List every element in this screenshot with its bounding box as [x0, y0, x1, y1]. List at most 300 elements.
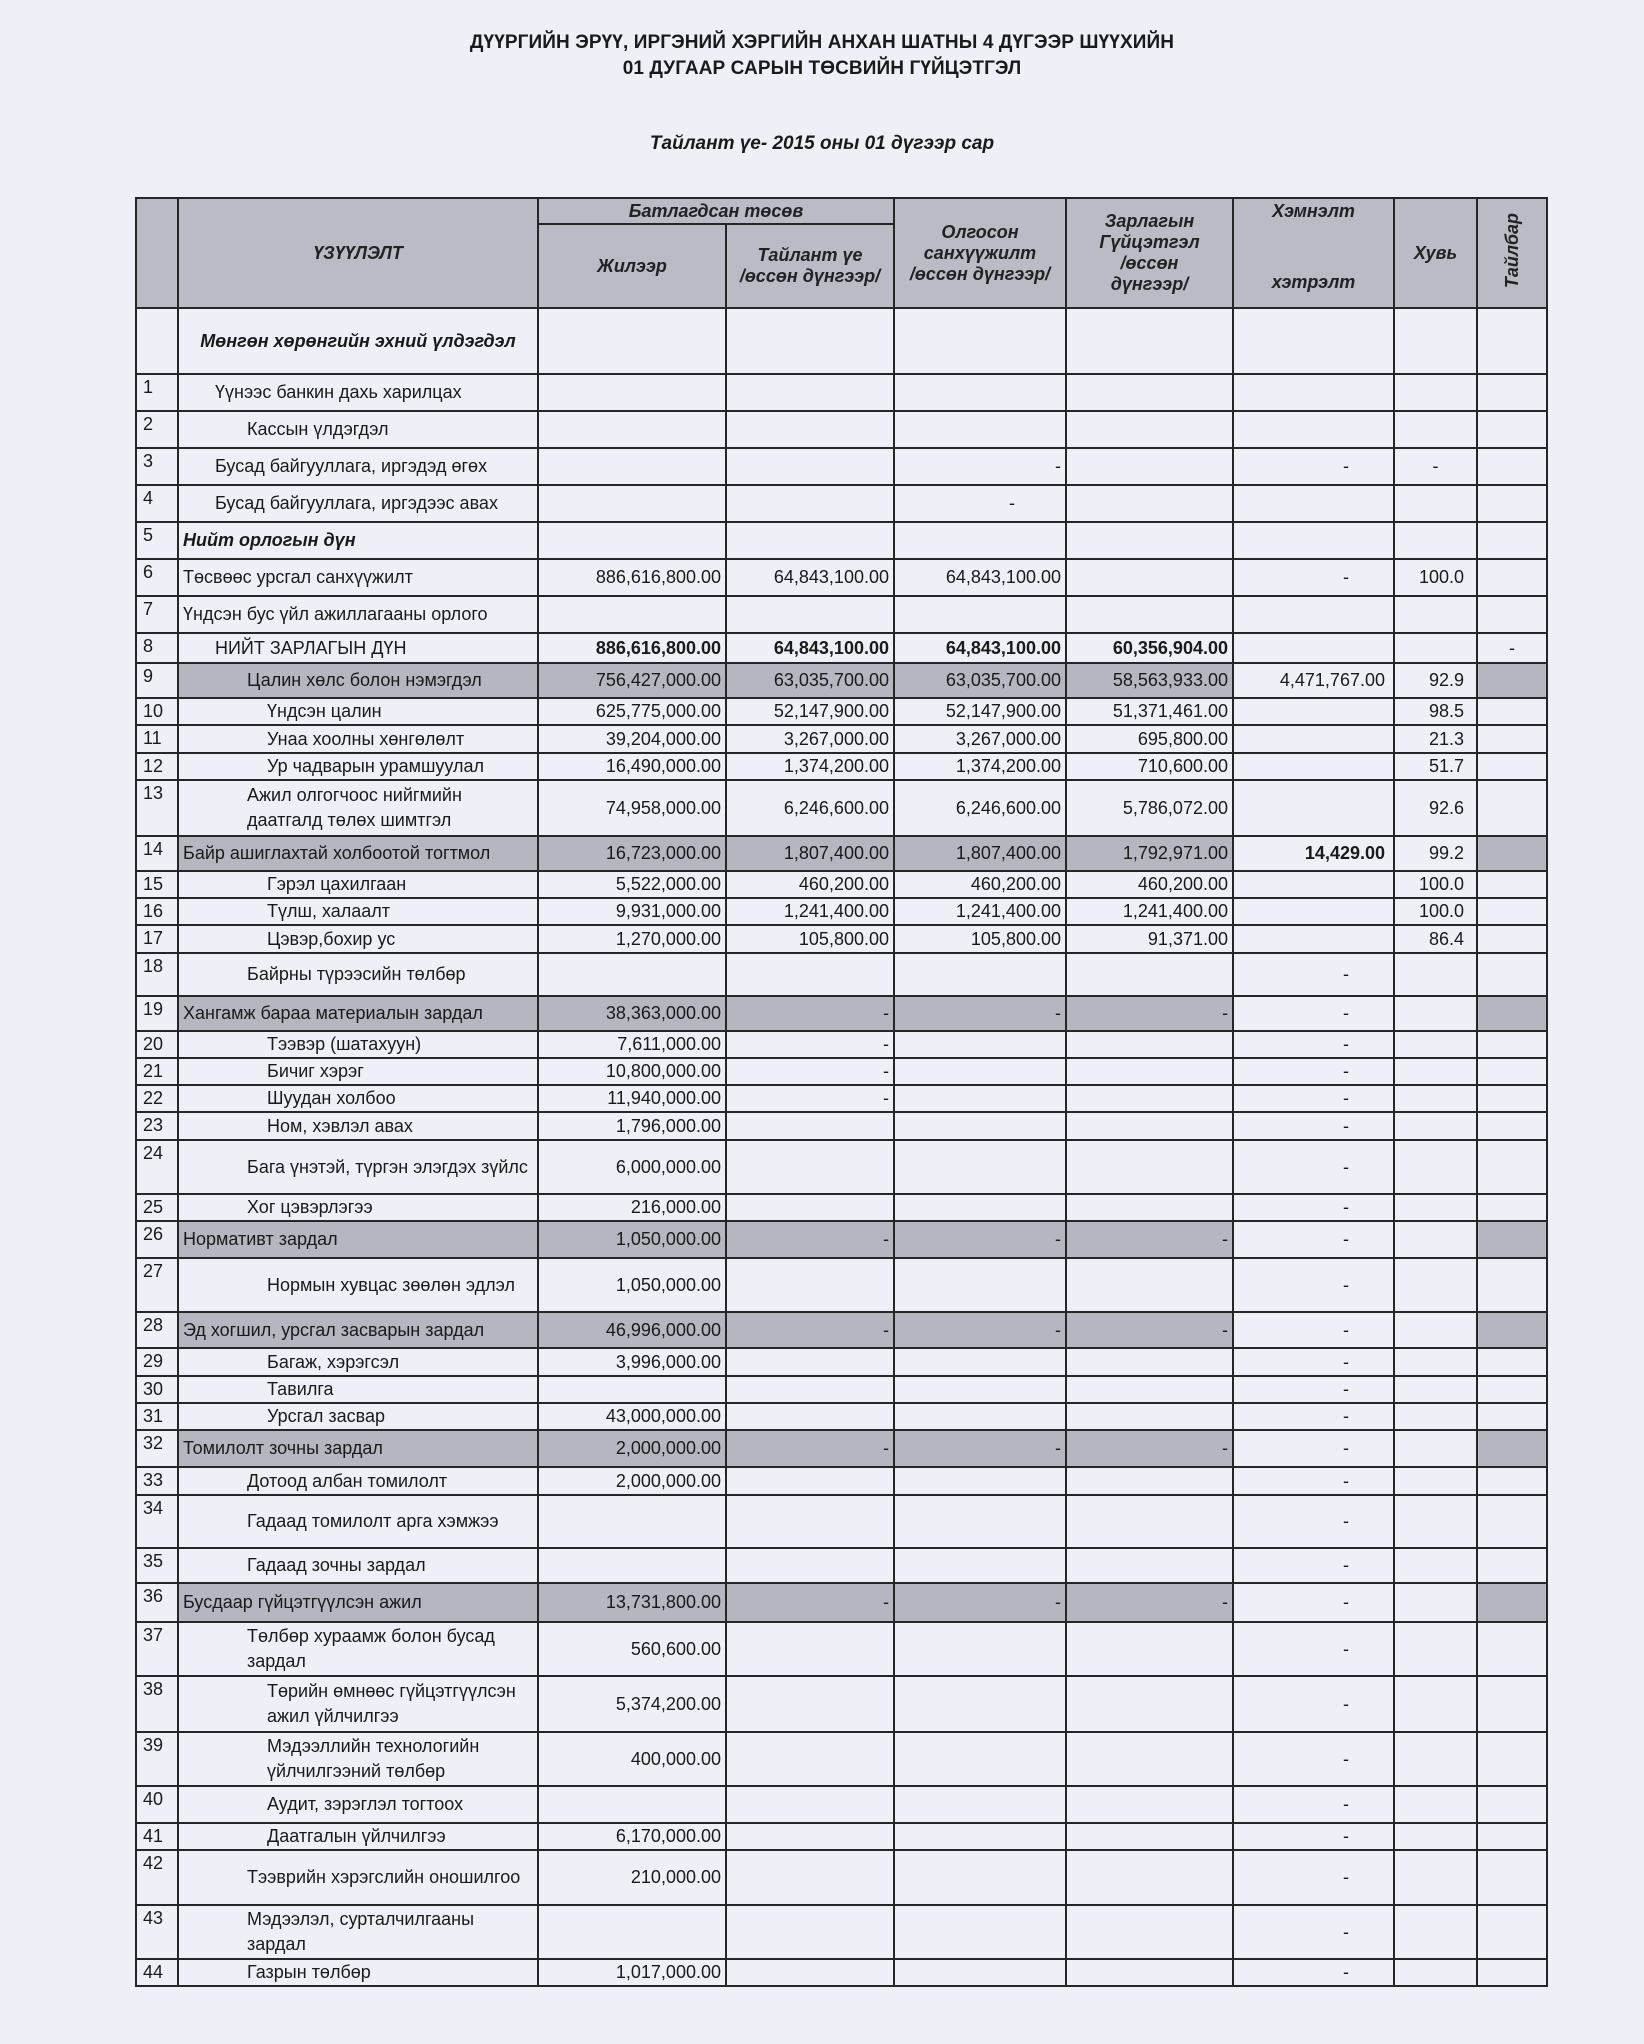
- table-row: [136, 1823, 1547, 1850]
- cell-funded: [894, 1403, 1066, 1430]
- cell-savings: [1233, 871, 1394, 898]
- cell-note: [1477, 1905, 1547, 1959]
- cell-annual: [538, 308, 726, 374]
- row-number: 15: [136, 871, 178, 898]
- cell-savings: [1233, 898, 1394, 925]
- row-number: 30: [136, 1376, 178, 1403]
- row-indicator: Унаа хоолны хөнгөлөлт: [178, 725, 538, 753]
- cell-spent: -: [1066, 996, 1233, 1031]
- row-indicator: Байрны түрээсийн төлбөр: [178, 953, 538, 996]
- cell-percent: 100.0: [1394, 871, 1477, 898]
- row-number: 40: [136, 1786, 178, 1823]
- table-row: [136, 1959, 1547, 1986]
- cell-reporting: -: [726, 1583, 894, 1622]
- row-indicator: Үндсэн бус үйл ажиллагааны орлого: [178, 596, 538, 633]
- cell-reporting: [726, 1194, 894, 1221]
- cell-funded: [894, 1258, 1066, 1312]
- cell-percent: 100.0: [1394, 898, 1477, 925]
- cell-percent: [1394, 596, 1477, 633]
- row-number: 33: [136, 1467, 178, 1495]
- cell-percent: [1394, 1312, 1477, 1348]
- cell-note: [1477, 1194, 1547, 1221]
- cell-reporting: [726, 1140, 894, 1194]
- cell-reporting: [726, 374, 894, 411]
- row-number: 18: [136, 953, 178, 996]
- cell-percent: [1394, 1430, 1477, 1467]
- cell-funded: -: [894, 448, 1066, 485]
- cell-percent: [1394, 1548, 1477, 1583]
- cell-reporting: 105,800.00: [726, 925, 894, 953]
- cell-reporting: [726, 1403, 894, 1430]
- cell-annual: 1,270,000.00: [538, 925, 726, 953]
- cell-spent: [1066, 1140, 1233, 1194]
- cell-savings: -: [1233, 953, 1394, 996]
- cell-savings: -: [1233, 1495, 1394, 1548]
- cell-spent: [1066, 411, 1233, 448]
- cell-annual: 2,000,000.00: [538, 1467, 726, 1495]
- cell-funded: [894, 374, 1066, 411]
- cell-savings: -: [1233, 1732, 1394, 1786]
- cell-funded: [894, 1031, 1066, 1058]
- cell-percent: [1394, 374, 1477, 411]
- cell-funded: [894, 1823, 1066, 1850]
- row-number: 5: [136, 522, 178, 559]
- cell-percent: [1394, 1085, 1477, 1112]
- cell-note: [1477, 1403, 1547, 1430]
- cell-annual: 5,522,000.00: [538, 871, 726, 898]
- cell-note: [1477, 1467, 1547, 1495]
- cell-funded: 52,147,900.00: [894, 698, 1066, 725]
- header-spent-line3: /өссөн: [1120, 253, 1179, 273]
- row-number: 31: [136, 1403, 178, 1430]
- cell-percent: 51.7: [1394, 753, 1477, 780]
- cell-percent: [1394, 1403, 1477, 1430]
- table-row: [136, 753, 1547, 780]
- cell-note: [1477, 871, 1547, 898]
- cell-spent: [1066, 522, 1233, 559]
- cell-percent: 86.4: [1394, 925, 1477, 953]
- row-number: 26: [136, 1221, 178, 1258]
- cell-savings: -: [1233, 1312, 1394, 1348]
- cell-spent: 460,200.00: [1066, 871, 1233, 898]
- cell-note: [1477, 698, 1547, 725]
- cell-annual: 6,000,000.00: [538, 1140, 726, 1194]
- row-indicator: Бусдаар гүйцэтгүүлсэн ажил: [178, 1583, 538, 1622]
- cell-percent: [1394, 1140, 1477, 1194]
- cell-reporting: 3,267,000.00: [726, 725, 894, 753]
- cell-funded: [894, 1676, 1066, 1732]
- row-indicator: Хог цэвэрлэгээ: [178, 1194, 538, 1221]
- cell-reporting: -: [726, 1430, 894, 1467]
- cell-annual: 1,796,000.00: [538, 1112, 726, 1140]
- cell-savings: -: [1233, 1403, 1394, 1430]
- cell-note: [1477, 1732, 1547, 1786]
- cell-percent: 99.2: [1394, 836, 1477, 871]
- cell-savings: -: [1233, 1221, 1394, 1258]
- cell-spent: -: [1066, 1430, 1233, 1467]
- row-indicator: Даатгалын үйлчилгээ: [178, 1823, 538, 1850]
- cell-reporting: -: [726, 1058, 894, 1085]
- row-number: 28: [136, 1312, 178, 1348]
- row-indicator: Тээвэр (шатахуун): [178, 1031, 538, 1058]
- row-number: 32: [136, 1430, 178, 1467]
- cell-note: [1477, 1031, 1547, 1058]
- cell-note: [1477, 898, 1547, 925]
- cell-savings: -: [1233, 448, 1394, 485]
- header-percent: Хувь: [1394, 198, 1477, 308]
- cell-annual: [538, 374, 726, 411]
- table-row: [136, 925, 1547, 953]
- document-title-line2: 01 ДУГААР САРЫН ТӨСВИЙН ГҮЙЦЭТГЭЛ: [622, 58, 1022, 79]
- cell-funded: 63,035,700.00: [894, 663, 1066, 698]
- cell-annual: [538, 953, 726, 996]
- cell-reporting: [726, 522, 894, 559]
- cell-reporting: [726, 1495, 894, 1548]
- cell-savings: -: [1233, 1905, 1394, 1959]
- cell-percent: [1394, 1495, 1477, 1548]
- cell-note: -: [1477, 633, 1547, 663]
- cell-note: [1477, 1850, 1547, 1905]
- header-funded-line2: санхүүжилт: [923, 242, 1037, 263]
- table-row: [136, 1376, 1547, 1403]
- cell-note: [1477, 1258, 1547, 1312]
- cell-spent: [1066, 596, 1233, 633]
- table-row: [136, 871, 1547, 898]
- cell-savings: -: [1233, 1194, 1394, 1221]
- header-indicator: ҮЗҮҮЛЭЛТ: [178, 198, 538, 308]
- cell-annual: 43,000,000.00: [538, 1403, 726, 1430]
- cell-reporting: -: [726, 1312, 894, 1348]
- cell-reporting: [726, 1112, 894, 1140]
- cell-funded: [894, 1786, 1066, 1823]
- cell-funded: 64,843,100.00: [894, 559, 1066, 596]
- table-row: [136, 996, 1547, 1031]
- cell-spent: 91,371.00: [1066, 925, 1233, 953]
- cell-savings: -: [1233, 1140, 1394, 1194]
- cell-note: [1477, 596, 1547, 633]
- cell-savings: -: [1233, 1676, 1394, 1732]
- cell-annual: 400,000.00: [538, 1732, 726, 1786]
- cell-savings: -: [1233, 996, 1394, 1031]
- cell-annual: 1,050,000.00: [538, 1258, 726, 1312]
- cell-savings: [1233, 698, 1394, 725]
- cell-spent: 5,786,072.00: [1066, 780, 1233, 836]
- cell-reporting: [726, 1467, 894, 1495]
- cell-savings: -: [1233, 1031, 1394, 1058]
- cell-reporting: [726, 1258, 894, 1312]
- cell-annual: 39,204,000.00: [538, 725, 726, 753]
- cell-funded: 105,800.00: [894, 925, 1066, 953]
- cell-funded: [894, 596, 1066, 633]
- cell-note: [1477, 925, 1547, 953]
- cell-percent: [1394, 1031, 1477, 1058]
- table-row: [136, 411, 1547, 448]
- cell-savings: 14,429.00: [1233, 836, 1394, 871]
- table-row: [136, 448, 1547, 485]
- cell-percent: -: [1394, 448, 1477, 485]
- row-indicator: Багаж, хэрэгсэл: [178, 1348, 538, 1376]
- cell-savings: [1233, 308, 1394, 374]
- table-row: [136, 1085, 1547, 1112]
- cell-annual: 16,723,000.00: [538, 836, 726, 871]
- cell-note: [1477, 953, 1547, 996]
- cell-note: [1477, 753, 1547, 780]
- cell-funded: -: [894, 1430, 1066, 1467]
- cell-reporting: [726, 1732, 894, 1786]
- table-row: [136, 1403, 1547, 1430]
- row-indicator: Бусад байгууллага, иргэдээс авах: [178, 485, 538, 522]
- row-indicator: Нормын хувцас зөөлөн эдлэл: [178, 1258, 538, 1312]
- cell-funded: [894, 1085, 1066, 1112]
- cell-funded: [894, 1467, 1066, 1495]
- cell-spent: -: [1066, 1312, 1233, 1348]
- cell-percent: [1394, 1348, 1477, 1376]
- cell-savings: -: [1233, 1786, 1394, 1823]
- row-number: 7: [136, 596, 178, 633]
- cell-spent: [1066, 1194, 1233, 1221]
- cell-reporting: [726, 1376, 894, 1403]
- row-number: 24: [136, 1140, 178, 1194]
- row-indicator: Цэвэр,бохир ус: [178, 925, 538, 953]
- cell-reporting: [726, 1548, 894, 1583]
- cell-reporting: -: [726, 1221, 894, 1258]
- cell-reporting: [726, 1622, 894, 1676]
- row-indicator: Томилолт зочны зардал: [178, 1430, 538, 1467]
- cell-annual: 3,996,000.00: [538, 1348, 726, 1376]
- table-row: [136, 1732, 1547, 1786]
- row-indicator: Дотоод албан томилолт: [178, 1467, 538, 1495]
- cell-reporting: [726, 1959, 894, 1986]
- cell-reporting: [726, 1348, 894, 1376]
- table-row: [136, 1031, 1547, 1058]
- row-indicator: Гадаад зочны зардал: [178, 1548, 538, 1583]
- table-row: [136, 1583, 1547, 1622]
- cell-funded: -: [894, 1312, 1066, 1348]
- cell-savings: [1233, 374, 1394, 411]
- cell-percent: [1394, 1467, 1477, 1495]
- cell-spent: [1066, 1676, 1233, 1732]
- cell-annual: 7,611,000.00: [538, 1031, 726, 1058]
- cell-reporting: 1,807,400.00: [726, 836, 894, 871]
- row-number: 2: [136, 411, 178, 448]
- cell-funded: 3,267,000.00: [894, 725, 1066, 753]
- cell-funded: [894, 1058, 1066, 1085]
- cell-annual: 38,363,000.00: [538, 996, 726, 1031]
- header-funded: [894, 198, 1066, 308]
- cell-funded: 64,843,100.00: [894, 633, 1066, 663]
- row-indicator: Гадаад томилолт арга хэмжээ: [178, 1495, 538, 1548]
- cell-spent: [1066, 1732, 1233, 1786]
- cell-percent: [1394, 996, 1477, 1031]
- row-indicator: Тээврийн хэрэгслийн оношилгоо: [178, 1850, 538, 1905]
- row-indicator: Нормативт зардал: [178, 1221, 538, 1258]
- cell-note: [1477, 1430, 1547, 1467]
- cell-percent: [1394, 1850, 1477, 1905]
- cell-spent: [1066, 1548, 1233, 1583]
- cell-funded: 1,241,400.00: [894, 898, 1066, 925]
- cell-note: [1477, 374, 1547, 411]
- header-savings-line2: хэтрэлт: [1271, 272, 1356, 292]
- cell-annual: [538, 448, 726, 485]
- cell-spent: [1066, 1031, 1233, 1058]
- cell-funded: [894, 953, 1066, 996]
- cell-spent: [1066, 374, 1233, 411]
- cell-spent: [1066, 1258, 1233, 1312]
- cell-note: [1477, 836, 1547, 871]
- cell-percent: [1394, 308, 1477, 374]
- cell-note: [1477, 780, 1547, 836]
- cell-annual: 10,800,000.00: [538, 1058, 726, 1085]
- cell-reporting: [726, 1850, 894, 1905]
- row-indicator: Үндсэн цалин: [178, 698, 538, 725]
- cell-savings: -: [1233, 1467, 1394, 1495]
- cell-spent: [1066, 953, 1233, 996]
- cell-reporting: [726, 596, 894, 633]
- table-row: [136, 559, 1547, 596]
- cell-note: [1477, 1140, 1547, 1194]
- row-indicator: Төсвөөс урсгал санхүүжилт: [178, 559, 538, 596]
- cell-savings: -: [1233, 1850, 1394, 1905]
- cell-spent: [1066, 1376, 1233, 1403]
- cell-savings: [1233, 522, 1394, 559]
- cell-percent: [1394, 485, 1477, 522]
- cell-note: [1477, 1058, 1547, 1085]
- row-indicator: Урсгал засвар: [178, 1403, 538, 1430]
- row-number: 23: [136, 1112, 178, 1140]
- cell-reporting: [726, 1676, 894, 1732]
- table-row: [136, 1058, 1547, 1085]
- cell-spent: [1066, 1850, 1233, 1905]
- cell-funded: [894, 1732, 1066, 1786]
- cell-spent: [1066, 308, 1233, 374]
- row-number: 6: [136, 559, 178, 596]
- row-indicator: Түлш, халаалт: [178, 898, 538, 925]
- table-row: [136, 780, 1547, 836]
- cell-spent: [1066, 448, 1233, 485]
- table-row: [136, 633, 1547, 663]
- row-number: 25: [136, 1194, 178, 1221]
- cell-annual: 5,374,200.00: [538, 1676, 726, 1732]
- table-row: [136, 1676, 1547, 1732]
- cell-reporting: [726, 308, 894, 374]
- cell-note: [1477, 522, 1547, 559]
- table-row: [136, 1905, 1547, 1959]
- table-row: [136, 308, 1547, 374]
- cell-annual: 756,427,000.00: [538, 663, 726, 698]
- row-number: 37: [136, 1622, 178, 1676]
- table-row: [136, 1140, 1547, 1194]
- table-row: [136, 1348, 1547, 1376]
- cell-spent: -: [1066, 1583, 1233, 1622]
- cell-note: [1477, 725, 1547, 753]
- table-row: [136, 1112, 1547, 1140]
- cell-annual: [538, 1548, 726, 1583]
- row-indicator: Мөнгөн хөрөнгийн эхний үлдэгдэл: [178, 308, 538, 374]
- row-number: 38: [136, 1676, 178, 1732]
- cell-savings: [1233, 633, 1394, 663]
- table-row: [136, 1622, 1547, 1676]
- cell-savings: -: [1233, 1058, 1394, 1085]
- cell-reporting: [726, 1905, 894, 1959]
- cell-annual: 9,931,000.00: [538, 898, 726, 925]
- row-number: 34: [136, 1495, 178, 1548]
- table-row: [136, 725, 1547, 753]
- cell-savings: [1233, 753, 1394, 780]
- row-number: 44: [136, 1959, 178, 1986]
- cell-spent: [1066, 1467, 1233, 1495]
- cell-reporting: [726, 953, 894, 996]
- row-indicator: Ур чадварын урамшуулал: [178, 753, 538, 780]
- cell-annual: 13,731,800.00: [538, 1583, 726, 1622]
- row-number: 4: [136, 485, 178, 522]
- table-row: [136, 953, 1547, 996]
- cell-funded: -: [894, 996, 1066, 1031]
- document-title-line1: ДҮҮРГИЙН ЭРҮҮ, ИРГЭНИЙ ХЭРГИЙН АНХАН ШАТНЫ 4 ДҮГЭЭР ШҮҮХИЙН: [469, 32, 1175, 53]
- cell-note: [1477, 411, 1547, 448]
- row-number: 16: [136, 898, 178, 925]
- cell-annual: [538, 485, 726, 522]
- row-number: 3: [136, 448, 178, 485]
- cell-savings: -: [1233, 1548, 1394, 1583]
- row-number: 42: [136, 1850, 178, 1905]
- cell-percent: [1394, 1786, 1477, 1823]
- cell-spent: [1066, 1622, 1233, 1676]
- row-indicator: Гэрэл цахилгаан: [178, 871, 538, 898]
- cell-annual: [538, 1786, 726, 1823]
- cell-percent: [1394, 1676, 1477, 1732]
- cell-annual: 886,616,800.00: [538, 559, 726, 596]
- row-number: 10: [136, 698, 178, 725]
- cell-spent: 1,792,971.00: [1066, 836, 1233, 871]
- cell-percent: [1394, 411, 1477, 448]
- cell-savings: -: [1233, 1085, 1394, 1112]
- cell-percent: [1394, 1583, 1477, 1622]
- cell-note: [1477, 1376, 1547, 1403]
- cell-spent: [1066, 1085, 1233, 1112]
- cell-spent: [1066, 1495, 1233, 1548]
- cell-spent: [1066, 1905, 1233, 1959]
- cell-funded: [894, 1348, 1066, 1376]
- row-indicator: Шуудан холбоо: [178, 1085, 538, 1112]
- cell-spent: [1066, 1823, 1233, 1850]
- header-reporting-line1: Тайлант үе: [757, 245, 863, 265]
- cell-annual: 74,958,000.00: [538, 780, 726, 836]
- cell-note: [1477, 485, 1547, 522]
- header-reporting: [726, 224, 894, 308]
- cell-spent: [1066, 1348, 1233, 1376]
- row-indicator: Нийт орлогын дүн: [178, 522, 538, 559]
- cell-percent: 92.6: [1394, 780, 1477, 836]
- cell-percent: 21.3: [1394, 725, 1477, 753]
- cell-note: [1477, 1085, 1547, 1112]
- cell-percent: [1394, 1194, 1477, 1221]
- cell-percent: [1394, 953, 1477, 996]
- header-spent-line1: Зарлагын: [1104, 211, 1195, 231]
- table-row: [136, 898, 1547, 925]
- row-number: 43: [136, 1905, 178, 1959]
- row-indicator: Бичиг хэрэг: [178, 1058, 538, 1085]
- cell-reporting: [726, 411, 894, 448]
- cell-funded: [894, 1622, 1066, 1676]
- cell-reporting: 460,200.00: [726, 871, 894, 898]
- cell-annual: [538, 411, 726, 448]
- cell-reporting: 63,035,700.00: [726, 663, 894, 698]
- cell-savings: -: [1233, 1622, 1394, 1676]
- cell-note: [1477, 1112, 1547, 1140]
- table-row: [136, 836, 1547, 871]
- row-number: 21: [136, 1058, 178, 1085]
- cell-reporting: [726, 1786, 894, 1823]
